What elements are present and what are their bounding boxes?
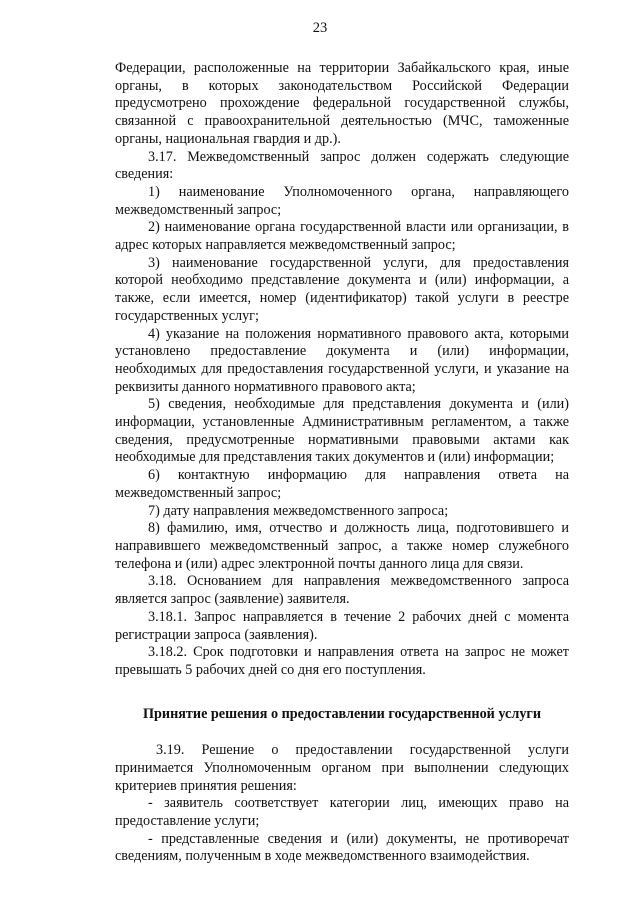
- list-item-4: 4) указание на положения нормативного правового акта, которыми установлено предоставление документа и (или) информации, необходимых для предоставления государственной услуги, и указание на реквизиты данного нормативного правового акта;: [115, 325, 569, 395]
- paragraph-3-17: 3.17. Межведомственный запрос должен содержать следующие сведения:: [115, 148, 569, 183]
- list-item-5: 5) сведения, необходимые для представления документа и (или) информации, установленные Административным регламентом, а также сведения, предусмотренные нормативными правовыми актами как необходимые для представления таких документов и (или) информации;: [115, 396, 569, 466]
- list-item-1: 1) наименование Уполномоченного органа, направляющего межведомственный запрос;: [115, 183, 569, 218]
- paragraph-3-19: 3.19. Решение о предоставлении государственной услуги принимается Уполномоченным органом при выполнении следующих критериев принятия решения:: [115, 742, 569, 795]
- page-number: 23: [312, 20, 328, 36]
- section-heading: Принятие решения о предоставлении государственной услуги: [142, 705, 542, 722]
- paragraph-continuation: Федерации, расположенные на территории Забайкальского края, иные органы, в которых законодательством Российской Федерации предусмотрено прохождение федеральной государственной службы, связанной с правоохранительной деятельностью (МЧС, таможенные органы, национальная гвардия и др.).: [115, 60, 569, 147]
- list-item-2: 2) наименование органа государственной власти или организации, в адрес которых направляется межведомственный запрос;: [115, 219, 569, 254]
- list-item-7: 7) дату направления межведомственного запроса;: [148, 502, 449, 519]
- criteria-item-1: - заявитель соответствует категории лиц, имеющих право на предоставление услуги;: [115, 795, 569, 830]
- list-item-6: 6) контактную информацию для направления ответа на межведомственный запрос;: [115, 467, 569, 501]
- list-item-3: 3) наименование государственной услуги, для предоставления которой необходимо представление документа и (или) информации, а также, если имеется, номер (идентификатор) такой услуги в реестре государственных услуг;: [115, 254, 569, 324]
- paragraph-3-18-1: 3.18.1. Запрос направляется в течение 2 рабочих дней с момента регистрации запроса (заявления).: [115, 608, 569, 643]
- paragraph-3-18: 3.18. Основанием для направления межведомственного запроса является запрос (заявление) заявителя.: [115, 573, 569, 608]
- paragraph-3-18-2: 3.18.2. Срок подготовки и направления ответа на запрос не может превышать 5 рабочих дней со дня его поступления.: [115, 644, 569, 678]
- criteria-item-2: - представленные сведения и (или) документы, не противоречат сведениям, полученным в ходе межведомственного взаимодействия.: [115, 830, 569, 865]
- list-item-8: 8) фамилию, имя, отчество и должность лица, подготовившего и направившего межведомственный запрос, а также номер служебного телефона и (или) адрес электронной почты данного лица для связи.: [115, 520, 569, 572]
- page-content: [115, 60, 569, 866]
